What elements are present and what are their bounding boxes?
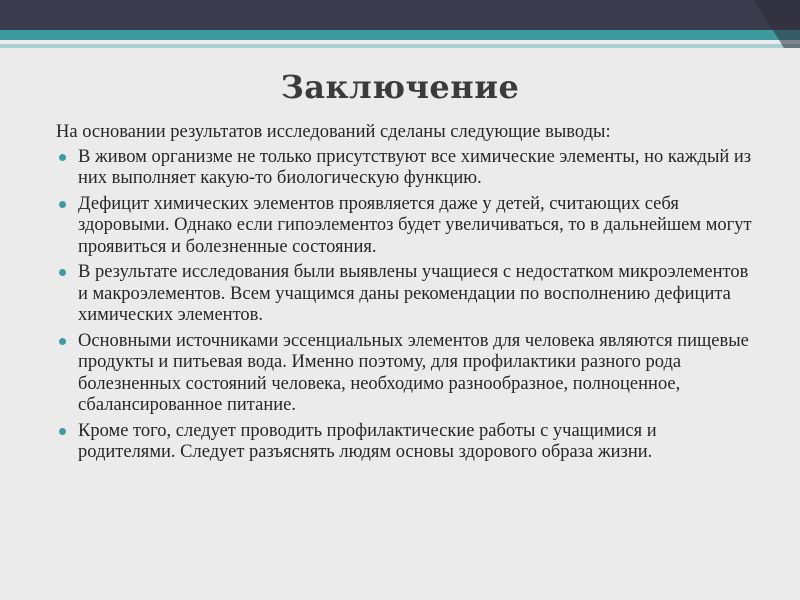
bullet-icon <box>59 428 66 435</box>
header-band-dark <box>0 0 800 30</box>
list-item <box>56 331 756 417</box>
list-item-text: В живом организме не только присутствуют все химические элементы, но каждый из них выполняет какую-то биологическую функцию. <box>78 146 752 188</box>
list-item-text: Основными источниками эссенциальных элементов для человека являются пищевые продукты и питьевая вода. Именно поэтому, для профилактики разного рода болезненных состояний человека, необходимо разнообразное, полноценное, сбалансированное питание. <box>78 330 749 415</box>
list-item <box>56 262 756 327</box>
list-item-text: Дефицит химических элементов проявляется даже у детей, считающих себя здоровыми. Однако если гипоэлементоз будет увеличиваться, то в дальнейшем могут проявиться и болезненные состояния. <box>78 193 752 257</box>
conclusion-list <box>56 147 756 464</box>
list-item <box>56 421 756 464</box>
corner-accent-icon <box>744 0 800 48</box>
bullet-icon <box>59 338 66 345</box>
list-item-text: В результате исследования были выявлены учащиеся с недостатком микроэлементов и макроэлементов. Всем учащимся даны рекомендации по восполнению дефицита химических элементов. <box>78 262 749 325</box>
slide-title: Заключение <box>280 68 520 106</box>
header-band-teal <box>0 30 800 40</box>
intro-text: На основании результатов исследований сделаны следующие выводы: <box>56 122 611 142</box>
list-item <box>56 147 756 190</box>
list-item <box>56 194 756 259</box>
bullet-icon <box>59 269 66 276</box>
list-item-text: Кроме того, следует проводить профилактические работы с учащимися и родителями. Следует разъяснять людям основы здорового образа жизни. <box>78 420 657 462</box>
bullet-icon <box>59 154 66 161</box>
slide-content <box>56 122 756 468</box>
header-band-teal-thin <box>0 44 800 48</box>
bullet-icon <box>59 201 66 208</box>
